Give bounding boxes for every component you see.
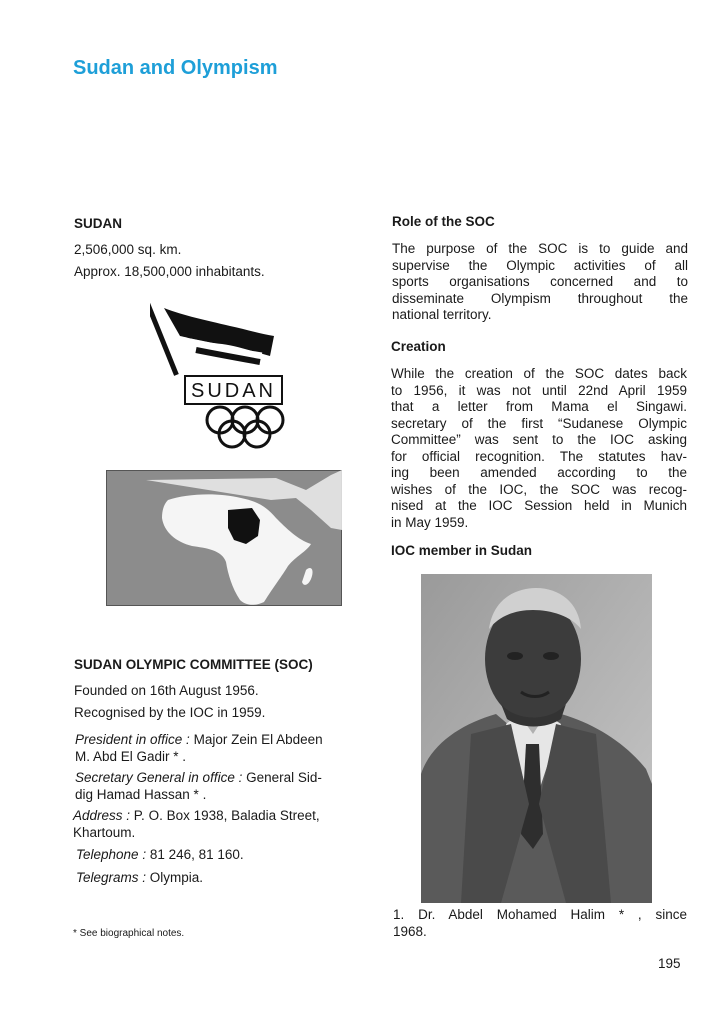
address-value-2: Khartoum. <box>73 824 136 840</box>
soc-telephone <box>76 847 374 864</box>
country-area <box>74 242 372 259</box>
country-heading: SUDAN <box>74 216 123 231</box>
soc-secretary <box>75 770 373 803</box>
creation-line: While the creation of the SOC dates back <box>391 366 687 381</box>
role-line: national territory. <box>392 307 492 322</box>
telephone-label: Telephone : <box>76 847 147 862</box>
address-label: Address : <box>73 808 131 823</box>
creation-line: to 1956, it was not until 22nd April 1959 <box>391 382 687 398</box>
page-title: Sudan and Olympism <box>73 57 278 79</box>
creation-line: that a letter from Mama el Singawi. <box>391 399 687 414</box>
soc-founded <box>74 683 372 700</box>
president-value-1: Major Zein El Abdeen <box>193 732 323 747</box>
address-value-1: P. O. Box 1938, Baladia Street, <box>133 808 320 823</box>
soc-president <box>75 732 373 765</box>
telegrams-value: Olympia. <box>149 870 204 885</box>
creation-line: Committee” was sent to the IOC asking <box>391 432 687 447</box>
founded-text: Founded on 16th August 1956. <box>74 683 259 698</box>
president-label: President in office : <box>75 732 190 747</box>
telephone-value: 81 246, 81 160. <box>149 847 244 862</box>
secretary-value-1: General Sid- <box>246 770 322 785</box>
telegrams-label: Telegrams : <box>76 870 147 885</box>
portrait-photo <box>421 574 652 903</box>
footnote: * See biographical notes. <box>73 928 185 939</box>
creation-line: for official recognition. The statutes hav- <box>391 448 687 464</box>
president-value-2: M. Abd El Gadir * . <box>75 748 187 764</box>
caption-line-2: 1968. <box>393 923 427 939</box>
africa-map <box>106 470 342 606</box>
creation-line: wishes of the IOC, the SOC was recog- <box>391 481 687 497</box>
creation-line: in May 1959. <box>391 514 469 530</box>
secretary-value-2: dig Hamad Hassan * . <box>75 786 207 802</box>
role-line: sports organisations concerned and to <box>392 274 688 289</box>
sudan-olympic-emblem <box>150 298 290 450</box>
caption-line-1: 1. Dr. Abdel Mohamed Halim * , since <box>393 907 687 922</box>
creation-line: nised at the IOC Session held in Munich <box>391 498 687 513</box>
soc-telegrams <box>76 870 374 887</box>
role-line: The purpose of the SOC is to guide and <box>392 241 688 256</box>
role-heading: Role of the SOC <box>392 214 495 229</box>
recognised-text: Recognised by the IOC in 1959. <box>74 705 266 720</box>
soc-recognised <box>74 705 372 722</box>
creation-line: secretary of the first “Sudanese Olympic <box>391 415 687 431</box>
country-population <box>74 264 372 281</box>
ioc-member-heading: IOC member in Sudan <box>391 543 533 558</box>
creation-text <box>391 366 687 531</box>
emblem-text: SUDAN <box>190 380 277 402</box>
page-number: 195 <box>658 956 681 971</box>
secretary-label: Secretary General in office : <box>75 770 243 785</box>
area-text: 2,506,000 sq. km. <box>74 242 182 257</box>
role-line: supervise the Olympic activities of all <box>392 257 688 273</box>
role-text <box>392 241 688 324</box>
portrait-caption <box>393 907 687 940</box>
soc-address <box>73 808 371 841</box>
soc-heading: SUDAN OLYMPIC COMMITTEE (SOC) <box>74 657 313 672</box>
creation-heading: Creation <box>391 339 446 354</box>
role-line: disseminate Olympism throughout the <box>392 290 688 306</box>
creation-line: ing been amended according to the <box>391 465 687 480</box>
population-text: Approx. 18,500,000 inhabitants. <box>74 264 265 279</box>
